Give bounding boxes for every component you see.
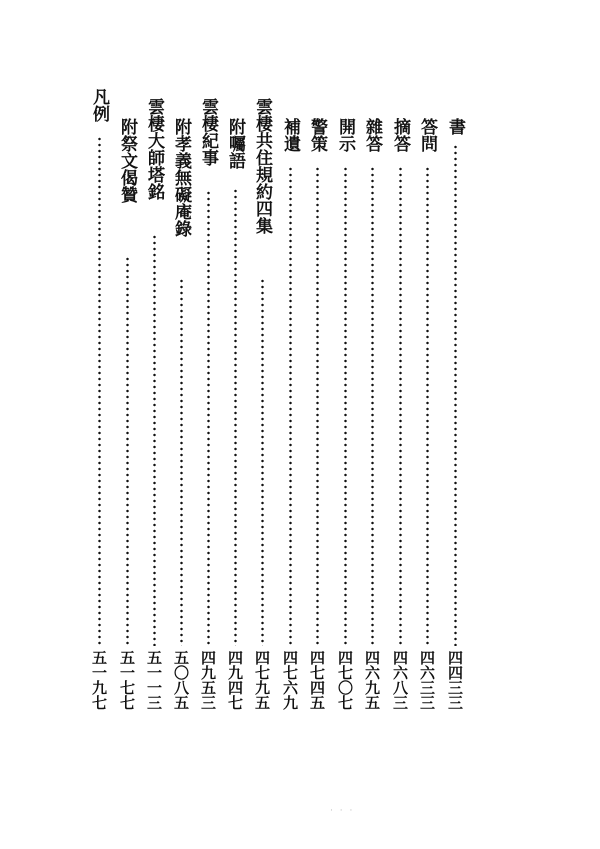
- toc-entry: [197, 88, 219, 748]
- toc-entry: [170, 88, 192, 748]
- dot-leader: [207, 190, 210, 646]
- toc-entry: [361, 88, 383, 748]
- dot-leader: [126, 256, 129, 646]
- dot-leader: [180, 278, 183, 646]
- dot-leader: [454, 144, 457, 646]
- dot-leader: [344, 166, 347, 646]
- toc-entry-title: 雲棲共住規約四集: [252, 98, 272, 234]
- toc-entry-title: 雲棲大師塔銘: [144, 98, 164, 200]
- toc-entry-page: 四九四七: [226, 650, 244, 710]
- toc-entry-page: 五〇八五: [172, 650, 190, 710]
- toc-entry-page: 四七四五: [308, 650, 326, 710]
- toc-entry-page: 四七九五: [253, 650, 271, 710]
- toc-entry-page: 四六八三: [391, 650, 409, 710]
- toc-entry: [334, 88, 356, 748]
- toc-entry-title: 凡例: [89, 88, 109, 122]
- toc-entry-title: 附囑語: [225, 118, 245, 169]
- dot-leader: [316, 166, 319, 646]
- dot-leader: [234, 188, 237, 646]
- toc-entry: [306, 88, 328, 748]
- toc-entry-page: 四六三三: [418, 650, 436, 710]
- dot-leader: [261, 278, 264, 646]
- toc-entry-title: 雲棲紀事: [198, 98, 218, 166]
- toc-entry-title: 警策: [307, 118, 327, 152]
- toc-entry: [444, 88, 466, 748]
- toc-entry-title: 書: [445, 118, 465, 135]
- dot-leader: [426, 166, 429, 646]
- toc-entry-page: 五一一三: [145, 650, 163, 710]
- toc-entry-page: 四六九五: [363, 650, 381, 710]
- toc-entry: [116, 88, 138, 748]
- toc-entry-page: 四四三三: [446, 650, 464, 710]
- toc-entry: [416, 88, 438, 748]
- dot-leader: [98, 136, 101, 646]
- toc-entry-title: 補遺: [280, 118, 300, 152]
- toc-entry-title: 雜答: [362, 118, 382, 152]
- toc-entry-page: 五一七七: [118, 650, 136, 710]
- toc-entry: [88, 88, 110, 748]
- dot-leader: [153, 234, 156, 646]
- toc-entry-title: 摘答: [390, 118, 410, 152]
- dot-leader: [399, 166, 402, 646]
- toc-entry: [143, 88, 165, 748]
- toc-entry: [251, 88, 273, 748]
- dot-leader: [371, 166, 374, 646]
- toc-entry: [224, 88, 246, 748]
- toc-entry: [279, 88, 301, 748]
- toc-entry-page: 四七六九: [281, 650, 299, 710]
- toc-entry-page: 四九五三: [199, 650, 217, 710]
- toc-entry-page: 五一九七: [90, 650, 108, 710]
- toc-entry-title: 附祭文偈贊: [117, 118, 137, 203]
- dot-leader: [289, 166, 292, 646]
- toc-entry-title: 答問: [417, 118, 437, 152]
- toc-entry: [389, 88, 411, 748]
- toc-entry-page: 四七〇七: [336, 650, 354, 710]
- footer-mark: · · ·: [330, 806, 355, 816]
- toc-entry-title: 附孝義無礙庵錄: [171, 118, 191, 237]
- toc-entry-title: 開示: [335, 118, 355, 152]
- table-of-contents: [0, 88, 600, 748]
